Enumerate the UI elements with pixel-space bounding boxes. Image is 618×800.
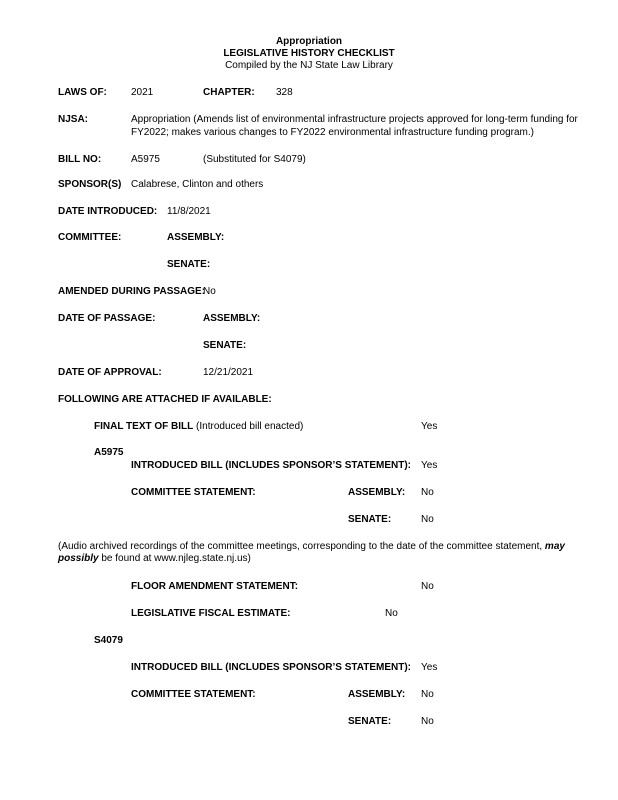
audio-note-text-1: (Audio archived recordings of the committee meetings, corresponding to the date of the committee statement, bbox=[58, 541, 543, 552]
compiled-by: Compiled by the NJ State Law Library bbox=[225, 60, 393, 71]
passage-senate-label: SENATE: bbox=[203, 340, 247, 351]
chapter-label: CHAPTER: bbox=[203, 87, 255, 98]
audio-note-text-2: be found at www.njleg.state.nj.us) bbox=[101, 553, 251, 564]
s4079-committee-statement-label: COMMITTEE STATEMENT: bbox=[131, 689, 256, 700]
committee-assembly-label: ASSEMBLY: bbox=[167, 232, 225, 243]
s4079-committee-senate-label: SENATE: bbox=[348, 716, 392, 727]
laws-of-label: LAWS OF: bbox=[58, 87, 107, 98]
audio-archive-note bbox=[58, 541, 598, 565]
final-text-note: (Introduced bill enacted) bbox=[196, 421, 304, 432]
njsa-description-line2: FY2022; makes various changes to FY2022 environmental infrastructure funding program.) bbox=[131, 127, 534, 138]
attached-heading: FOLLOWING ARE ATTACHED IF AVAILABLE: bbox=[58, 394, 272, 405]
njsa-label: NJSA: bbox=[58, 114, 89, 125]
fiscal-estimate-value: No bbox=[385, 608, 398, 619]
bill-no-value: A5975 bbox=[131, 154, 160, 165]
amended-label: AMENDED DURING PASSAGE: bbox=[58, 286, 206, 297]
passage-assembly-label: ASSEMBLY: bbox=[203, 313, 261, 324]
s4079-introduced-value: Yes bbox=[421, 662, 438, 673]
date-of-passage-label: DATE OF PASSAGE: bbox=[58, 313, 156, 324]
a5975-committee-senate-label: SENATE: bbox=[348, 514, 392, 525]
audio-note-emphasis-may: may bbox=[544, 541, 565, 552]
s4079-committee-assembly-value: No bbox=[421, 689, 434, 700]
njsa-description-line1: Appropriation (Amends list of environmental infrastructure projects approved for long-term funding for bbox=[131, 114, 578, 125]
committee-senate-label: SENATE: bbox=[167, 259, 211, 270]
s4079-committee-senate-value: No bbox=[421, 716, 434, 727]
a5975-committee-assembly-label: ASSEMBLY: bbox=[348, 487, 406, 498]
sponsors-label: SPONSOR(S) bbox=[58, 179, 122, 190]
laws-of-value: 2021 bbox=[131, 87, 154, 98]
fiscal-estimate-label: LEGISLATIVE FISCAL ESTIMATE: bbox=[131, 608, 291, 619]
s4079-committee-assembly-label: ASSEMBLY: bbox=[348, 689, 406, 700]
s4079-introduced-label: INTRODUCED BILL (INCLUDES SPONSOR’S STATEMENT): bbox=[131, 662, 411, 673]
a5975-introduced-value: Yes bbox=[421, 460, 438, 471]
amended-value: No bbox=[203, 286, 216, 297]
a5975-introduced-label: INTRODUCED BILL (INCLUDES SPONSOR’S STATEMENT): bbox=[131, 460, 411, 471]
date-of-approval-value: 12/21/2021 bbox=[203, 367, 254, 378]
audio-note-emphasis-possibly: possibly bbox=[58, 553, 99, 564]
date-introduced-label: DATE INTRODUCED: bbox=[58, 206, 158, 217]
chapter-value: 328 bbox=[276, 87, 293, 98]
document-subtitle: LEGISLATIVE HISTORY CHECKLIST bbox=[223, 48, 395, 59]
date-introduced-value: 11/8/2021 bbox=[167, 206, 211, 217]
document-title: Appropriation bbox=[275, 36, 343, 47]
a5975-committee-assembly-value: No bbox=[421, 487, 434, 498]
final-text-row bbox=[94, 421, 303, 433]
bill-substitution-note: (Substituted for S4079) bbox=[203, 154, 306, 165]
committee-label: COMMITTEE: bbox=[58, 232, 122, 243]
a5975-committee-statement-label: COMMITTEE STATEMENT: bbox=[131, 487, 256, 498]
bill-no-label: BILL NO: bbox=[58, 154, 102, 165]
a5975-heading: A5975 bbox=[94, 447, 124, 458]
final-text-label: FINAL TEXT OF BILL bbox=[94, 421, 194, 432]
s4079-heading: S4079 bbox=[94, 635, 123, 646]
sponsors-value: Calabrese, Clinton and others bbox=[131, 179, 264, 190]
final-text-value: Yes bbox=[421, 421, 438, 432]
date-of-approval-label: DATE OF APPROVAL: bbox=[58, 367, 162, 378]
floor-amendment-label: FLOOR AMENDMENT STATEMENT: bbox=[131, 581, 299, 592]
floor-amendment-value: No bbox=[421, 581, 434, 592]
a5975-committee-senate-value: No bbox=[421, 514, 434, 525]
